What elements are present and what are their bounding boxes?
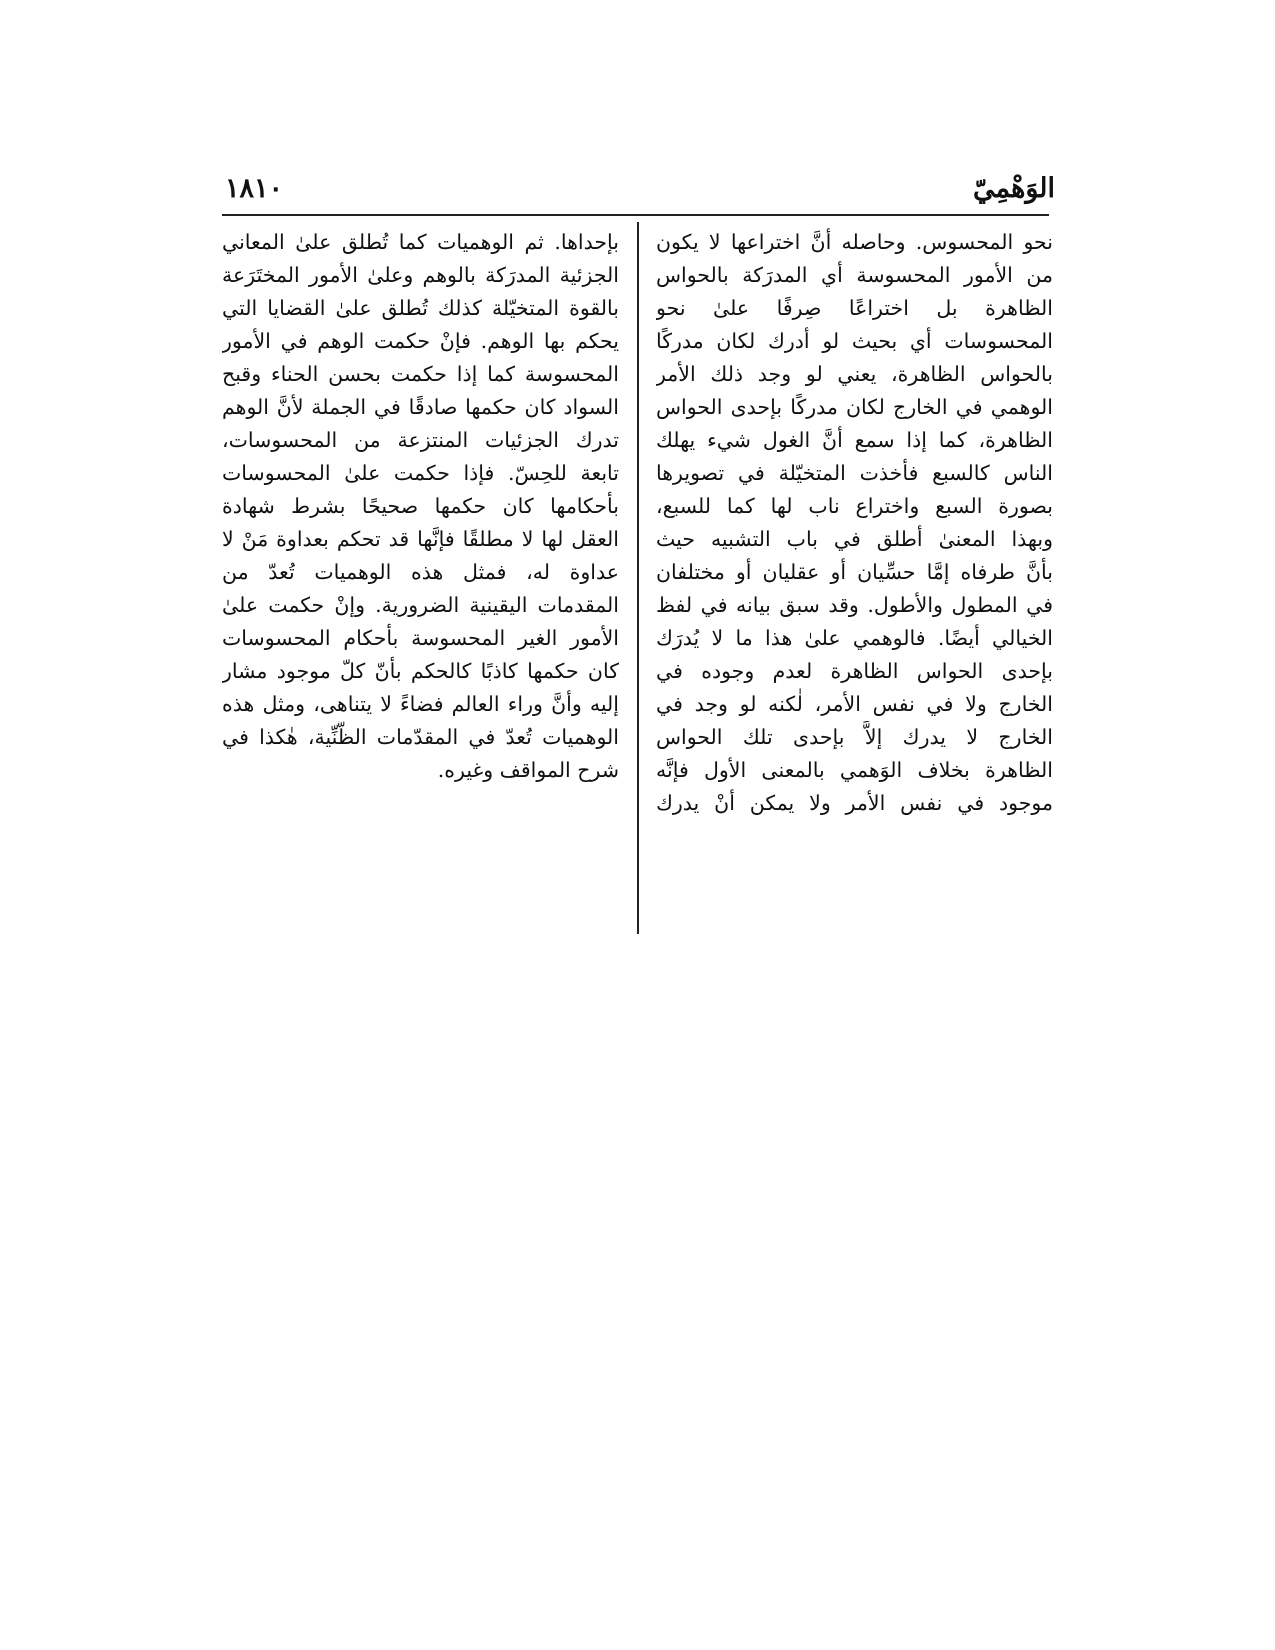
text-column-right — [656, 226, 1053, 820]
text-line: كان حكمها كاذبًا كالحكم بأنّ كلّ موجود مشار — [222, 659, 619, 683]
text-line: بإحدى الحواس الظاهرة لعدم وجوده في — [656, 659, 1053, 683]
text-line: الأمور الغير المحسوسة بأحكام المحسوسات — [222, 626, 619, 650]
text-line: الخيالي أيضًا. فالوهمي علىٰ هذا ما لا يُدرَك — [656, 626, 1053, 650]
text-line: بالقوة المتخيّلة كذلك تُطلق علىٰ القضايا التي — [222, 296, 619, 320]
running-head-title: الوَهْمِيّ — [972, 173, 1055, 204]
column-divider — [637, 222, 639, 934]
text-line: الظاهرة بخلاف الوَهمي بالمعنى الأول فإنَّه — [656, 758, 1053, 782]
text-line: المحسوسة كما إذا حكمت بحسن الحناء وقبح — [222, 362, 619, 386]
text-line: تدرك الجزئيات المنتزعة من المحسوسات، — [222, 428, 619, 452]
text-line: الخارج ولا في نفس الأمر، لٰكنه لو وجد في — [656, 692, 1053, 716]
text-line: السواد كان حكمها صادقًا في الجملة لأنَّ الوهم — [222, 395, 619, 419]
text-line: بإحداها. ثم الوهميات كما تُطلق علىٰ المعاني — [222, 230, 619, 254]
text-line: بأنَّ طرفاه إمَّا حسِّيان أو عقليان أو مختلفان — [656, 560, 1053, 584]
text-line: وبهذا المعنىٰ أطلق في باب التشبيه حيث — [656, 527, 1053, 551]
text-line-last: شرح المواقف وغيره. — [437, 758, 619, 782]
text-line: من الأمور المحسوسة أي المدرَكة بالحواس — [656, 263, 1053, 287]
header-rule — [222, 214, 1049, 216]
text-column-left — [222, 226, 619, 787]
text-line: الوهمي في الخارج لكان مدركًا بإحدى الحواس — [656, 395, 1053, 419]
text-line: المحسوسات أي بحيث لو أدرك لكان مدركًا — [656, 329, 1053, 353]
text-line: الجزئية المدرَكة بالوهم وعلىٰ الأمور المختَرَعة — [222, 263, 619, 287]
text-line: بالحواس الظاهرة، يعني لو وجد ذلك الأمر — [656, 362, 1053, 386]
text-line: الوهميات تُعدّ في المقدّمات الظَّنِّية، هٰكذا في — [222, 725, 619, 749]
text-line: إليه وأنَّ وراء العالم فضاءً لا يتناهى، ومثل هذه — [222, 692, 619, 716]
text-line: الخارج لا يدرك إلاَّ بإحدى تلك الحواس — [656, 725, 1053, 749]
text-line: الناس كالسبع فأخذت المتخيّلة في تصويرها — [656, 461, 1053, 485]
text-line: الظاهرة، كما إذا سمع أنَّ الغول شيء يهلك — [656, 428, 1053, 452]
text-line: تابعة للحِسّ. فإذا حكمت علىٰ المحسوسات — [222, 461, 619, 485]
text-line: نحو المحسوس. وحاصله أنَّ اختراعها لا يكون — [656, 230, 1053, 254]
text-line: موجود في نفس الأمر ولا يمكن أنْ يدرك — [656, 791, 1053, 815]
page-number: ١٨١٠ — [225, 173, 284, 204]
text-line: بصورة السبع واختراع ناب لها كما للسبع، — [656, 494, 1053, 518]
text-line: العقل لها لا مطلقًا فإنَّها قد تحكم بعداوة مَنْ لا — [222, 527, 619, 551]
text-line: المقدمات اليقينية الضرورية. وإنْ حكمت علىٰ — [222, 593, 619, 617]
text-line: في المطول والأطول. وقد سبق بيانه في لفظ — [656, 593, 1053, 617]
text-line: عداوة له، فمثل هذه الوهميات تُعدّ من — [222, 560, 619, 584]
text-line: بأحكامها كان حكمها صحيحًا بشرط شهادة — [222, 494, 619, 518]
text-line: يحكم بها الوهم. فإنْ حكمت الوهم في الأمور — [222, 329, 619, 353]
text-line: الظاهرة بل اختراعًا صِرفًا علىٰ نحو — [656, 296, 1053, 320]
